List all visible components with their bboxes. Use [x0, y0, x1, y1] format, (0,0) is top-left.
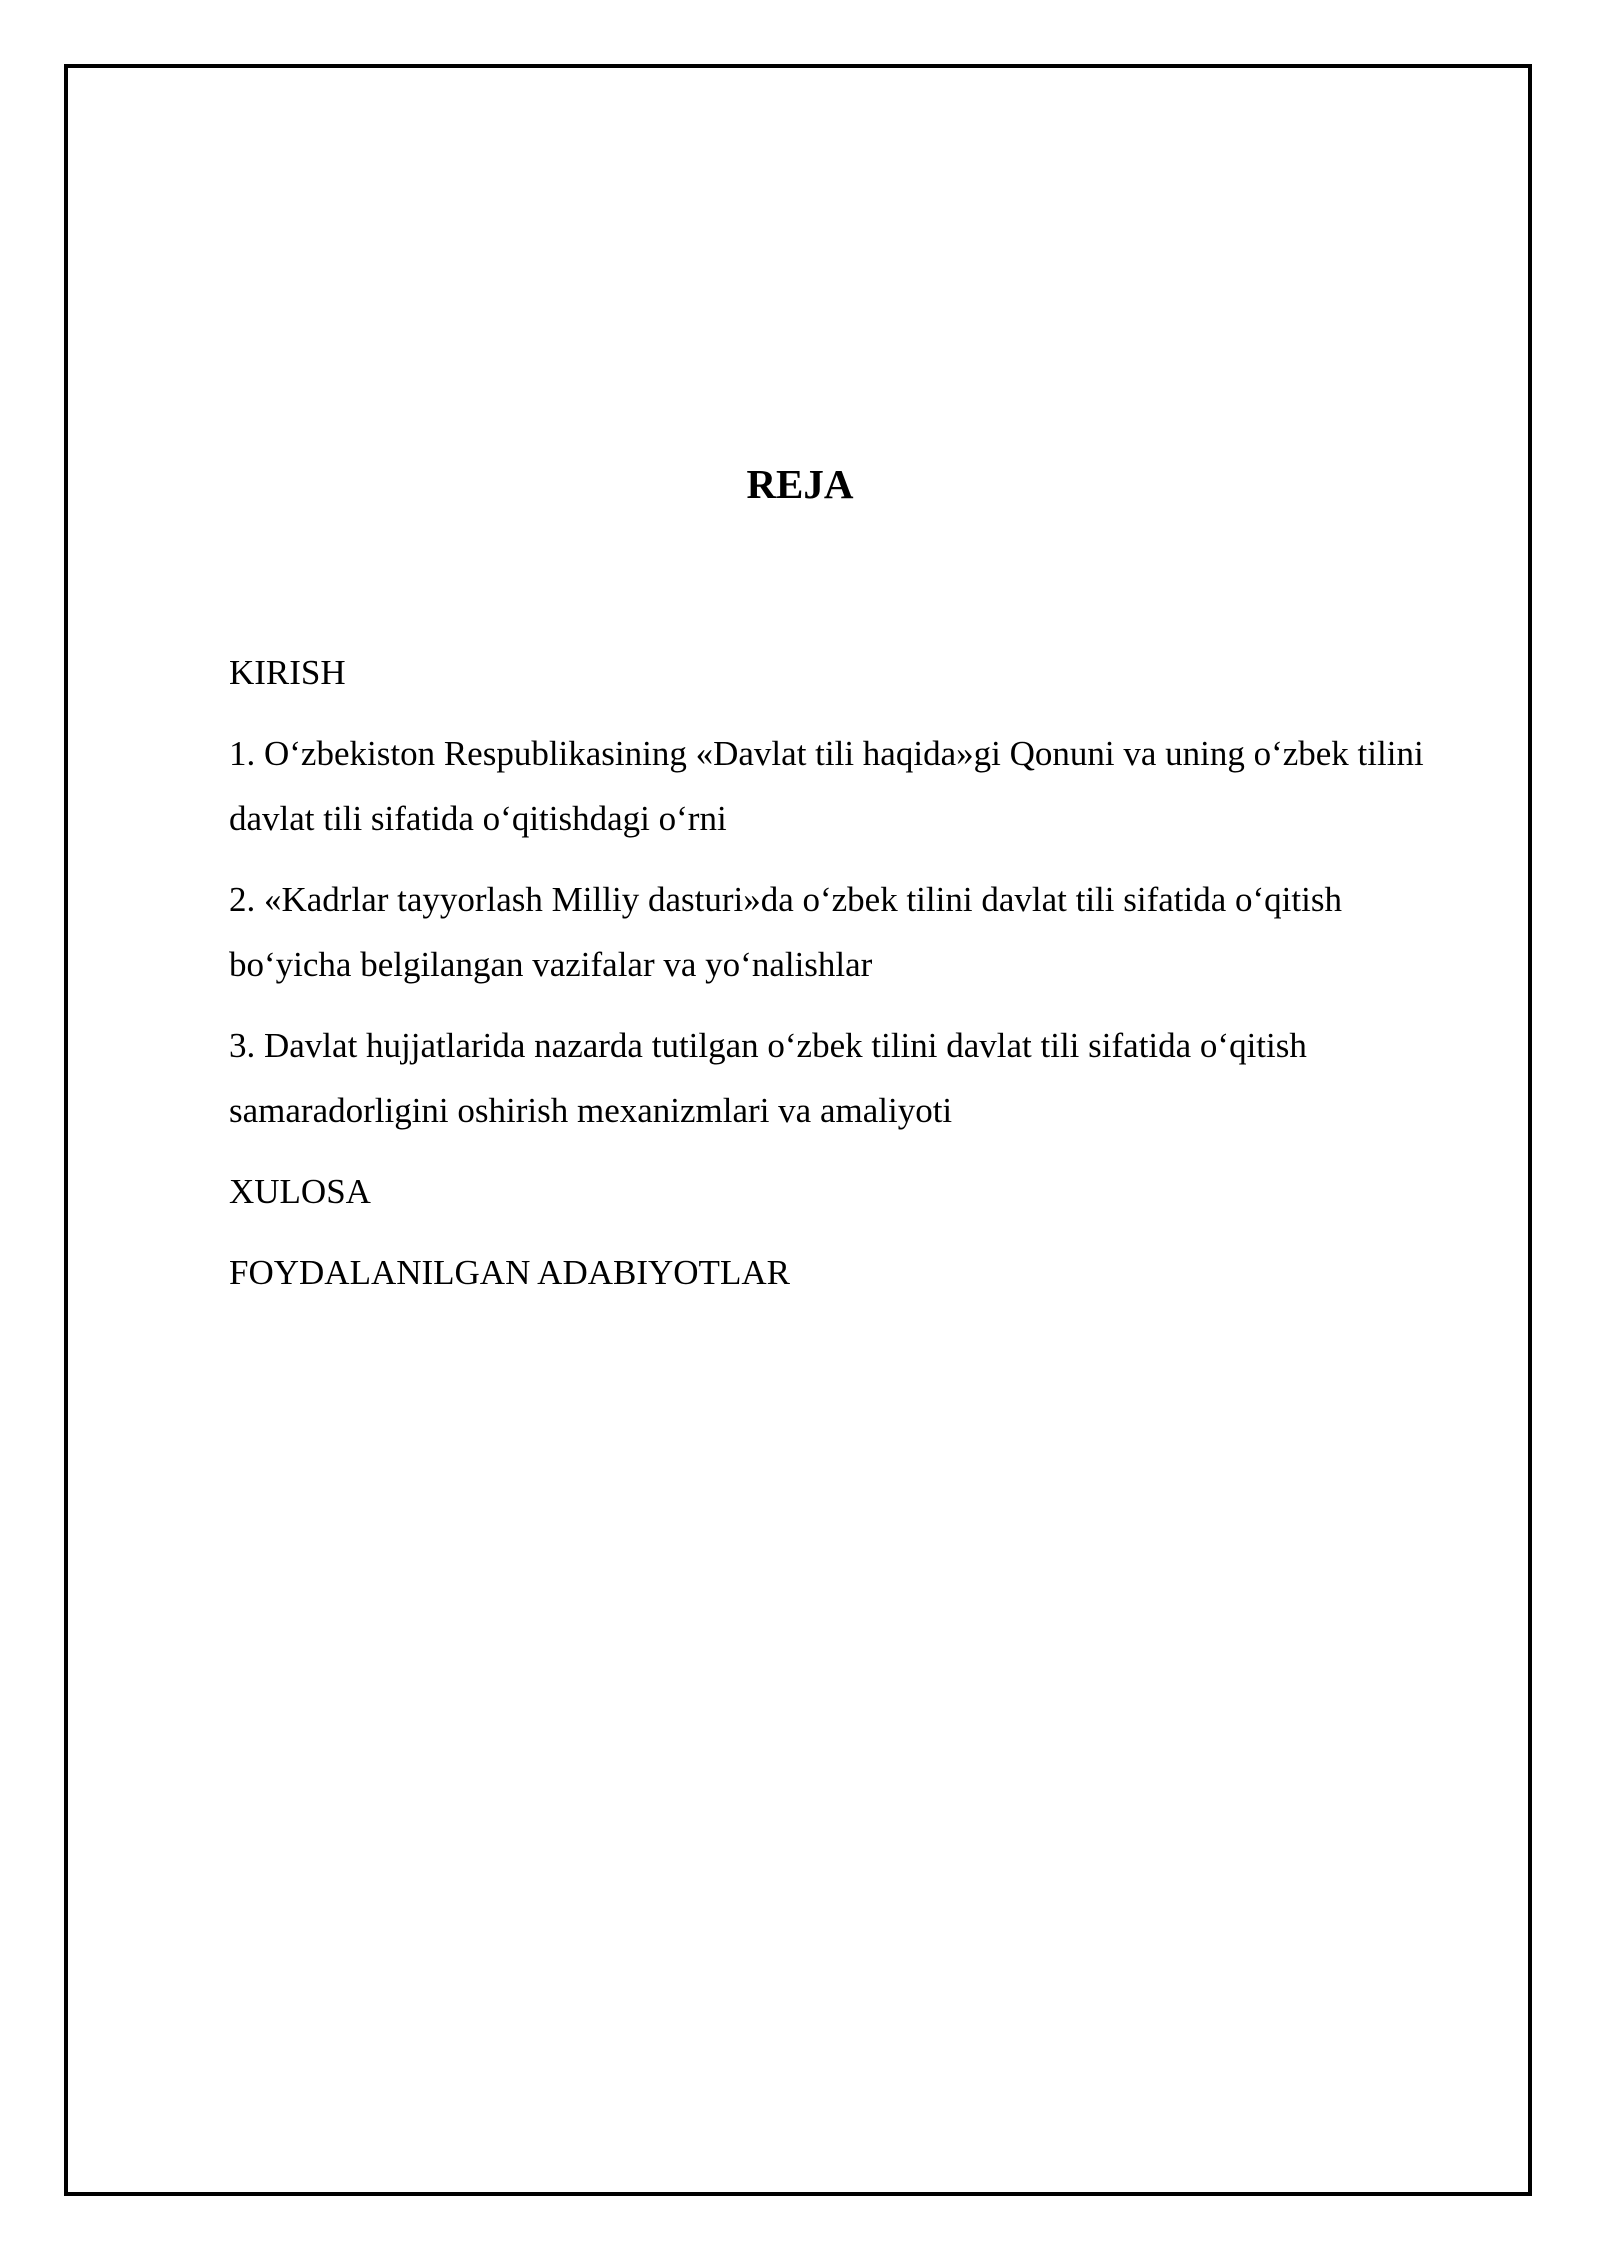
- toc-item-references: FOYDALANILGAN ADABIYOTLAR: [229, 1253, 790, 1292]
- page-title: REJA: [746, 461, 854, 507]
- toc-item-section-1: 1. O‘zbekiston Respublikasining «Davlat tili haqida»gi Qonuni va uning o‘zbek tilini davlat tili sifatida o‘qitishdagi o‘rni: [229, 734, 1424, 838]
- toc-item-conclusion: XULOSA: [229, 1172, 371, 1211]
- toc-item-section-3: 3. Davlat hujjatlarida nazarda tutilgan o‘zbek tilini davlat tili sifatida o‘qitish samaradorligini oshirish mexanizmlari va amaliyoti: [229, 1026, 1307, 1130]
- toc-item-section-2: 2. «Kadrlar tayyorlash Milliy dasturi»da o‘zbek tilini davlat tili sifatida o‘qitish bo‘yicha belgilangan vazifalar va yo‘nalishlar: [229, 880, 1342, 984]
- table-of-contents: [229, 640, 1449, 1321]
- toc-item-introduction: KIRISH: [229, 653, 346, 692]
